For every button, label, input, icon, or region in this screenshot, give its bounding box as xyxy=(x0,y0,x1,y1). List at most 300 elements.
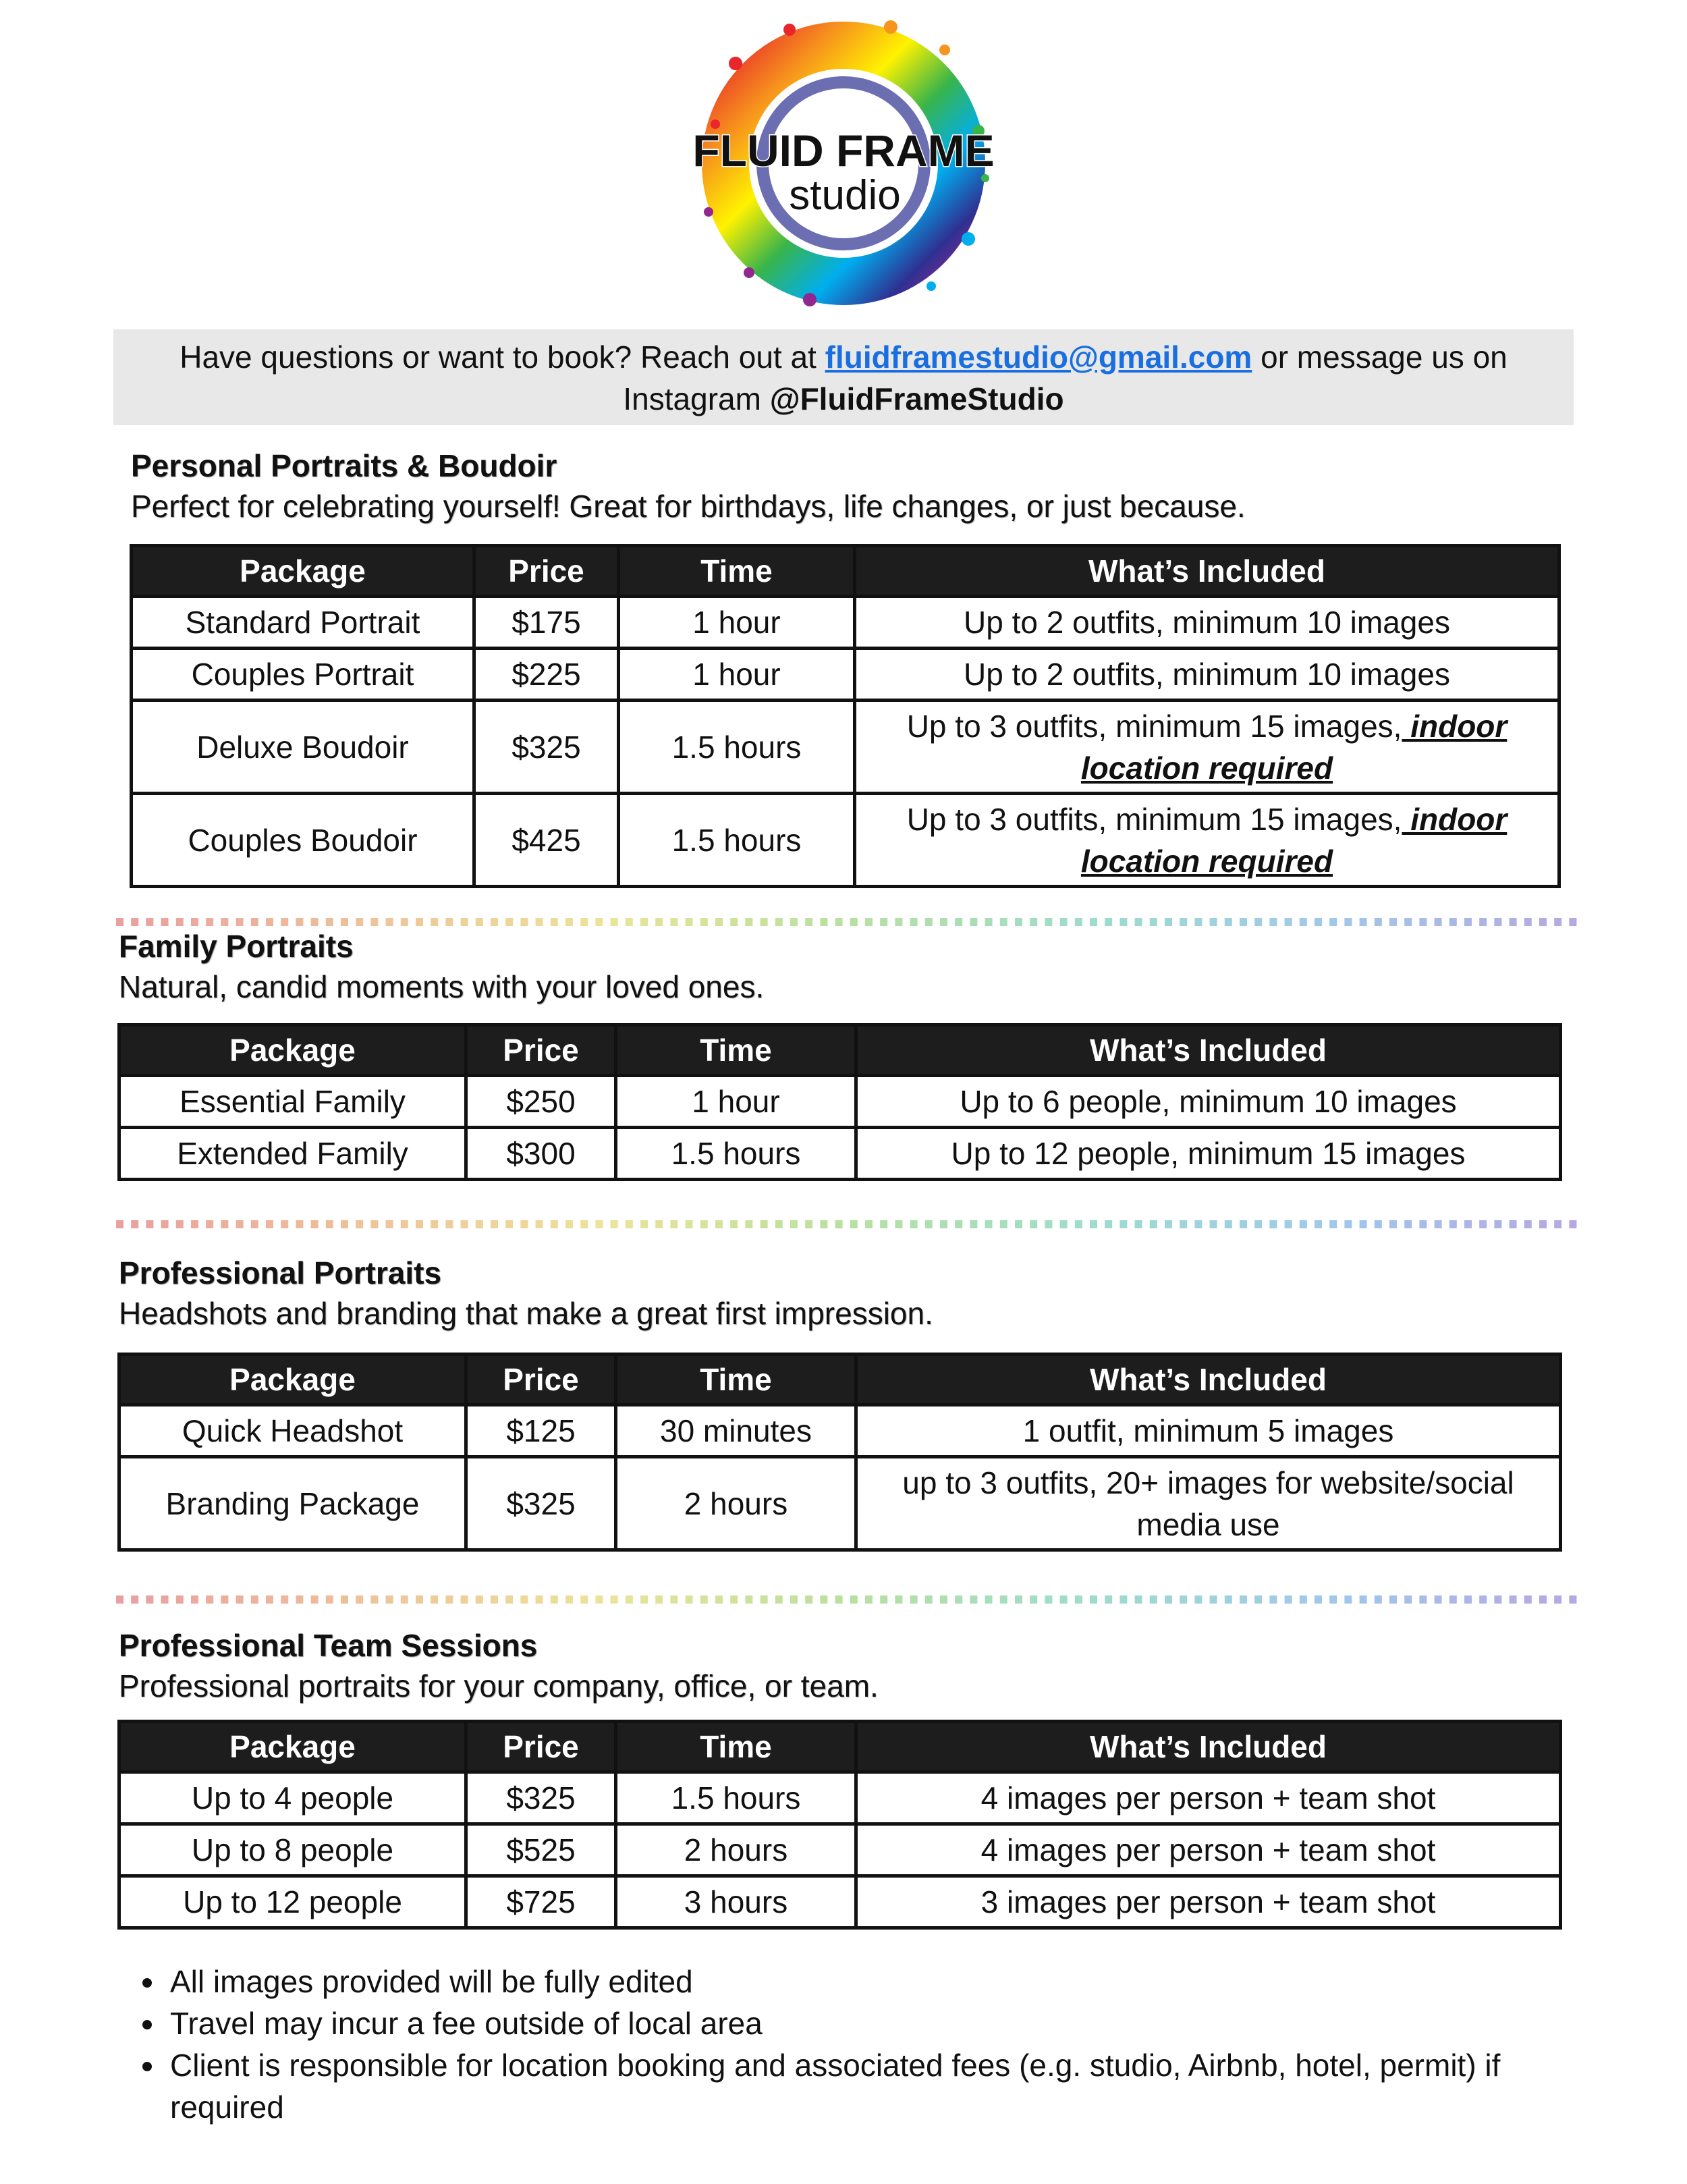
divider-dash xyxy=(1344,1595,1352,1604)
divider-dash xyxy=(370,918,378,926)
divider-dash xyxy=(1180,1595,1187,1604)
divider-dash xyxy=(1479,1220,1487,1228)
divider-dash xyxy=(461,1220,468,1228)
divider-dash xyxy=(505,1220,513,1228)
divider-dash xyxy=(341,1595,348,1604)
included-text: Up to 3 outfits, minimum 15 images, xyxy=(906,801,1402,837)
divider-dash xyxy=(1375,1595,1382,1604)
divider-dash xyxy=(1030,918,1037,926)
family-table xyxy=(117,1023,1562,1181)
divider-dash xyxy=(1105,1595,1112,1604)
divider-dash xyxy=(835,1595,843,1604)
divider-dash xyxy=(296,1220,303,1228)
cell-price: $325 xyxy=(474,701,619,794)
cell-package: Quick Headshot xyxy=(119,1405,466,1457)
divider-dash xyxy=(865,1220,873,1228)
divider-dash xyxy=(1569,918,1576,926)
divider-dash xyxy=(1045,918,1052,926)
divider-dash xyxy=(925,918,933,926)
cell-time: 30 minutes xyxy=(616,1405,856,1457)
section-title-personal: Personal Portraits & Boudoir xyxy=(131,448,557,483)
divider-dash xyxy=(251,1595,258,1604)
divider-dash xyxy=(700,1595,708,1604)
divider-dash xyxy=(730,1595,738,1604)
divider-dash xyxy=(730,918,738,926)
divider-dash xyxy=(925,1595,933,1604)
divider-dash xyxy=(820,1595,827,1604)
divider-dash xyxy=(1435,918,1442,926)
divider-dash xyxy=(790,918,798,926)
cell-included: Up to 12 people, minimum 15 images xyxy=(856,1128,1561,1180)
rainbow-divider xyxy=(116,1595,1582,1604)
divider-dash xyxy=(626,918,633,926)
location-required-note: indoor location required xyxy=(1080,801,1508,879)
email-link[interactable]: fluidframestudio@gmail.com xyxy=(825,339,1252,375)
divider-dash xyxy=(880,1595,887,1604)
divider-dash xyxy=(146,918,153,926)
divider-dash xyxy=(925,1220,933,1228)
divider-dash xyxy=(1539,1595,1547,1604)
divider-dash xyxy=(296,918,303,926)
divider-dash xyxy=(1119,1595,1127,1604)
divider-dash xyxy=(1285,1220,1292,1228)
divider-dash xyxy=(1360,1220,1367,1228)
divider-dash xyxy=(940,1595,947,1604)
notes-list xyxy=(121,1961,1583,2128)
divider-dash xyxy=(640,918,648,926)
divider-dash xyxy=(745,1220,752,1228)
divider-dash xyxy=(835,1220,843,1228)
header-package: Package xyxy=(119,1025,466,1076)
divider-dash xyxy=(1030,1595,1037,1604)
divider-dash xyxy=(536,1220,543,1228)
divider-dash xyxy=(1045,1220,1052,1228)
rainbow-divider xyxy=(116,1220,1582,1228)
divider-dash xyxy=(1285,1595,1292,1604)
professional-table xyxy=(117,1353,1562,1552)
divider-dash xyxy=(1435,1595,1442,1604)
cell-package: Branding Package xyxy=(119,1457,466,1550)
divider-dash xyxy=(311,1220,319,1228)
divider-dash xyxy=(221,1595,228,1604)
header-time: Time xyxy=(616,1025,856,1076)
section-title-professional: Professional Portraits xyxy=(119,1255,442,1290)
divider-dash xyxy=(491,918,498,926)
cell-time: 1.5 hours xyxy=(619,794,855,887)
divider-dash xyxy=(1225,918,1232,926)
divider-dash xyxy=(850,1220,858,1228)
divider-dash xyxy=(281,1595,288,1604)
header-included: What’s Included xyxy=(856,1355,1561,1405)
divider-dash xyxy=(536,1595,543,1604)
divider-dash xyxy=(491,1220,498,1228)
team-table xyxy=(117,1720,1562,1930)
divider-dash xyxy=(775,918,783,926)
cell-time: 1 hour xyxy=(619,649,855,701)
divider-dash xyxy=(1300,918,1307,926)
divider-dash xyxy=(1375,918,1382,926)
divider-dash xyxy=(1269,1220,1277,1228)
divider-dash xyxy=(910,1220,918,1228)
logo-line1: FLUID FRAME xyxy=(692,126,995,175)
contact-banner xyxy=(113,329,1574,425)
divider-dash xyxy=(626,1595,633,1604)
divider-dash xyxy=(1329,1220,1337,1228)
contact-middle: or message us on Instagram xyxy=(623,339,1508,416)
divider-dash xyxy=(1015,918,1022,926)
divider-dash xyxy=(1524,1595,1532,1604)
divider-dash xyxy=(221,918,228,926)
divider-dash xyxy=(1464,1220,1472,1228)
divider-dash xyxy=(311,1595,319,1604)
divider-dash xyxy=(955,1595,962,1604)
divider-dash xyxy=(1315,1220,1322,1228)
header-package: Package xyxy=(119,1355,466,1405)
cell-package: Up to 4 people xyxy=(119,1772,466,1824)
divider-dash xyxy=(1479,918,1487,926)
divider-dash xyxy=(700,918,708,926)
divider-dash xyxy=(520,1595,528,1604)
divider-dash xyxy=(416,1220,423,1228)
divider-dash xyxy=(1240,1595,1247,1604)
divider-dash xyxy=(146,1595,153,1604)
divider-dash xyxy=(1510,1220,1517,1228)
divider-dash xyxy=(1165,1220,1172,1228)
divider-dash xyxy=(520,918,528,926)
divider-dash xyxy=(1389,918,1397,926)
cell-price: $125 xyxy=(466,1405,616,1457)
cell-price: $425 xyxy=(474,794,619,887)
divider-dash xyxy=(715,1220,723,1228)
divider-dash xyxy=(595,1595,603,1604)
divider-dash xyxy=(1449,1595,1457,1604)
divider-dash xyxy=(1015,1595,1022,1604)
divider-dash xyxy=(221,1220,228,1228)
divider-dash xyxy=(1000,918,1007,926)
divider-dash xyxy=(1060,918,1068,926)
section-subtitle-professional: Headshots and branding that make a great first impression. xyxy=(119,1296,933,1331)
divider-dash xyxy=(865,1595,873,1604)
divider-dash xyxy=(266,1595,273,1604)
divider-dash xyxy=(1150,918,1157,926)
divider-dash xyxy=(1435,1220,1442,1228)
cell-price: $175 xyxy=(474,597,619,649)
divider-dash xyxy=(1060,1595,1068,1604)
cell-included: up to 3 outfits, 20+ images for website/social media use xyxy=(856,1457,1561,1550)
divider-dash xyxy=(206,1220,213,1228)
table-row xyxy=(132,701,1559,794)
cell-time: 2 hours xyxy=(616,1457,856,1550)
divider-dash xyxy=(700,1220,708,1228)
divider-dash xyxy=(476,1595,483,1604)
cell-price: $725 xyxy=(466,1876,616,1928)
divider-dash xyxy=(565,1595,573,1604)
divider-dash xyxy=(461,1595,468,1604)
divider-dash xyxy=(431,1220,438,1228)
divider-dash xyxy=(281,1220,288,1228)
divider-dash xyxy=(251,918,258,926)
divider-dash xyxy=(670,1220,677,1228)
table-row xyxy=(119,1076,1561,1128)
divider-dash xyxy=(715,1595,723,1604)
cell-time: 1.5 hours xyxy=(616,1772,856,1824)
divider-dash xyxy=(116,1220,123,1228)
divider-dash xyxy=(206,1595,213,1604)
divider-dash xyxy=(520,1220,528,1228)
divider-dash xyxy=(775,1220,783,1228)
divider-dash xyxy=(611,1220,618,1228)
divider-dash xyxy=(1135,1220,1142,1228)
cell-time: 2 hours xyxy=(616,1824,856,1876)
table-row xyxy=(132,649,1559,701)
divider-dash xyxy=(1254,1220,1262,1228)
cell-included: 4 images per person + team shot xyxy=(856,1772,1561,1824)
divider-dash xyxy=(865,918,873,926)
divider-dash xyxy=(1210,1220,1217,1228)
divider-dash xyxy=(940,1220,947,1228)
note-item: • Travel may incur a fee outside of local area xyxy=(166,2002,1583,2044)
personal-table xyxy=(130,544,1561,888)
section-subtitle-family: Natural, candid moments with your loved ones. xyxy=(119,969,765,1004)
divider-dash xyxy=(670,918,677,926)
divider-dash xyxy=(1225,1595,1232,1604)
divider-dash xyxy=(1300,1220,1307,1228)
divider-dash xyxy=(370,1595,378,1604)
divider-dash xyxy=(1419,918,1427,926)
header-time: Time xyxy=(616,1722,856,1772)
divider-dash xyxy=(1375,1220,1382,1228)
divider-dash xyxy=(715,918,723,926)
divider-dash xyxy=(1135,918,1142,926)
divider-dash xyxy=(1240,918,1247,926)
cell-package: Up to 8 people xyxy=(119,1824,466,1876)
divider-dash xyxy=(1254,1595,1262,1604)
divider-dash xyxy=(670,1595,677,1604)
cell-included: 1 outfit, minimum 5 images xyxy=(856,1405,1561,1457)
divider-dash xyxy=(1045,1595,1052,1604)
divider-dash xyxy=(1554,918,1561,926)
divider-dash xyxy=(1210,1595,1217,1604)
divider-dash xyxy=(1075,1220,1082,1228)
divider-dash xyxy=(1060,1220,1068,1228)
divider-dash xyxy=(880,918,887,926)
divider-dash xyxy=(326,918,333,926)
divider-dash xyxy=(655,918,663,926)
divider-dash xyxy=(356,1595,363,1604)
cell-time: 1 hour xyxy=(616,1076,856,1128)
divider-dash xyxy=(191,1220,198,1228)
divider-dash xyxy=(476,918,483,926)
divider-dash xyxy=(1119,918,1127,926)
divider-dash xyxy=(1539,1220,1547,1228)
header-price: Price xyxy=(474,546,619,597)
divider-dash xyxy=(1075,1595,1082,1604)
divider-dash xyxy=(131,1595,138,1604)
divider-dash xyxy=(491,1595,498,1604)
divider-dash xyxy=(281,918,288,926)
divider-dash xyxy=(341,1220,348,1228)
divider-dash xyxy=(386,918,393,926)
divider-dash xyxy=(1269,1595,1277,1604)
divider-dash xyxy=(176,1595,184,1604)
divider-dash xyxy=(266,1220,273,1228)
divider-dash xyxy=(146,1220,153,1228)
included-text: Up to 3 outfits, minimum 15 images, xyxy=(906,708,1402,744)
divider-dash xyxy=(251,1220,258,1228)
header-price: Price xyxy=(466,1722,616,1772)
contact-prefix: Have questions or want to book? Reach out at xyxy=(179,339,825,375)
cell-package: Deluxe Boudoir xyxy=(132,701,474,794)
divider-dash xyxy=(790,1595,798,1604)
divider-dash xyxy=(1329,1595,1337,1604)
table-header-row xyxy=(119,1355,1561,1405)
divider-dash xyxy=(1494,1595,1501,1604)
divider-dash xyxy=(760,1595,768,1604)
divider-dash xyxy=(686,918,693,926)
cell-time: 3 hours xyxy=(616,1876,856,1928)
divider-dash xyxy=(1479,1595,1487,1604)
header-time: Time xyxy=(619,546,855,597)
divider-dash xyxy=(461,918,468,926)
divider-dash xyxy=(326,1220,333,1228)
divider-dash xyxy=(1090,1595,1097,1604)
divider-dash xyxy=(1389,1595,1397,1604)
divider-dash xyxy=(1464,918,1472,926)
table-row xyxy=(132,597,1559,649)
divider-dash xyxy=(1569,1595,1576,1604)
divider-dash xyxy=(1449,1220,1457,1228)
divider-dash xyxy=(116,918,123,926)
divider-dash xyxy=(1105,918,1112,926)
divider-dash xyxy=(1494,1220,1501,1228)
divider-dash xyxy=(1090,918,1097,926)
divider-dash xyxy=(1315,1595,1322,1604)
cell-included: Up to 2 outfits, minimum 10 images xyxy=(855,649,1559,701)
section-subtitle-personal: Perfect for celebrating yourself! Great for birthdays, life changes, or just because. xyxy=(131,489,1246,524)
divider-dash xyxy=(416,918,423,926)
divider-dash xyxy=(970,1595,977,1604)
divider-dash xyxy=(985,1595,993,1604)
divider-dash xyxy=(1150,1220,1157,1228)
divider-dash xyxy=(565,1220,573,1228)
logo-line2: studio xyxy=(789,172,901,219)
divider-dash xyxy=(626,1220,633,1228)
divider-dash xyxy=(686,1220,693,1228)
divider-dash xyxy=(1194,1595,1202,1604)
divider-dash xyxy=(1494,918,1501,926)
divider-dash xyxy=(1165,1595,1172,1604)
divider-dash xyxy=(296,1595,303,1604)
instagram-handle[interactable]: @FluidFrameStudio xyxy=(769,381,1064,416)
divider-dash xyxy=(760,1220,768,1228)
divider-dash xyxy=(1569,1220,1576,1228)
section-title-family: Family Portraits xyxy=(119,929,354,964)
divider-dash xyxy=(505,1595,513,1604)
header-included: What’s Included xyxy=(855,546,1559,597)
divider-dash xyxy=(580,918,588,926)
divider-dash xyxy=(745,1595,752,1604)
divider-dash xyxy=(386,1220,393,1228)
table-header-row xyxy=(119,1025,1561,1076)
cell-time: 1.5 hours xyxy=(616,1128,856,1180)
divider-dash xyxy=(116,1595,123,1604)
divider-dash xyxy=(775,1595,783,1604)
divider-dash xyxy=(1329,918,1337,926)
divider-dash xyxy=(640,1220,648,1228)
divider-dash xyxy=(176,1220,184,1228)
header-included: What’s Included xyxy=(856,1025,1561,1076)
divider-dash xyxy=(236,918,244,926)
divider-dash xyxy=(1360,1595,1367,1604)
divider-dash xyxy=(595,1220,603,1228)
divider-dash xyxy=(565,918,573,926)
note-item: • Client is responsible for location booking and associated fees (e.g. studio, Airbnb, hotel, permit) if required xyxy=(166,2044,1583,2128)
divider-dash xyxy=(820,1220,827,1228)
table-row xyxy=(119,1876,1561,1928)
divider-dash xyxy=(206,918,213,926)
header-package: Package xyxy=(119,1722,466,1772)
divider-dash xyxy=(551,1220,558,1228)
divider-dash xyxy=(1150,1595,1157,1604)
divider-dash xyxy=(1360,918,1367,926)
divider-dash xyxy=(760,918,768,926)
divider-dash xyxy=(326,1595,333,1604)
table-header-row xyxy=(119,1722,1561,1772)
divider-dash xyxy=(820,918,827,926)
divider-dash xyxy=(131,918,138,926)
divider-dash xyxy=(1344,1220,1352,1228)
divider-dash xyxy=(131,1220,138,1228)
divider-dash xyxy=(1524,918,1532,926)
divider-dash xyxy=(580,1220,588,1228)
divider-dash xyxy=(850,1595,858,1604)
divider-dash xyxy=(1105,1220,1112,1228)
divider-dash xyxy=(1015,1220,1022,1228)
divider-dash xyxy=(1510,1595,1517,1604)
divider-dash xyxy=(551,1595,558,1604)
cell-included xyxy=(855,701,1559,794)
cell-price: $325 xyxy=(466,1457,616,1550)
divider-dash xyxy=(431,1595,438,1604)
divider-dash xyxy=(1554,1595,1561,1604)
divider-dash xyxy=(431,918,438,926)
divider-dash xyxy=(1180,918,1187,926)
divider-dash xyxy=(476,1220,483,1228)
divider-dash xyxy=(1194,1220,1202,1228)
divider-dash xyxy=(655,1595,663,1604)
header-price: Price xyxy=(466,1025,616,1076)
divider-dash xyxy=(1524,1220,1532,1228)
divider-dash xyxy=(445,1220,453,1228)
divider-dash xyxy=(341,918,348,926)
table-row xyxy=(119,1457,1561,1550)
divider-dash xyxy=(790,1220,798,1228)
divider-dash xyxy=(311,918,319,926)
divider-dash xyxy=(161,918,169,926)
divider-dash xyxy=(1165,918,1172,926)
divider-dash xyxy=(401,1595,408,1604)
cell-included xyxy=(855,794,1559,887)
divider-dash xyxy=(745,918,752,926)
cell-price: $325 xyxy=(466,1772,616,1824)
divider-dash xyxy=(1000,1220,1007,1228)
divider-dash xyxy=(1344,918,1352,926)
cell-package: Standard Portrait xyxy=(132,597,474,649)
divider-dash xyxy=(161,1220,169,1228)
divider-dash xyxy=(1315,918,1322,926)
divider-dash xyxy=(236,1595,244,1604)
divider-dash xyxy=(1419,1220,1427,1228)
